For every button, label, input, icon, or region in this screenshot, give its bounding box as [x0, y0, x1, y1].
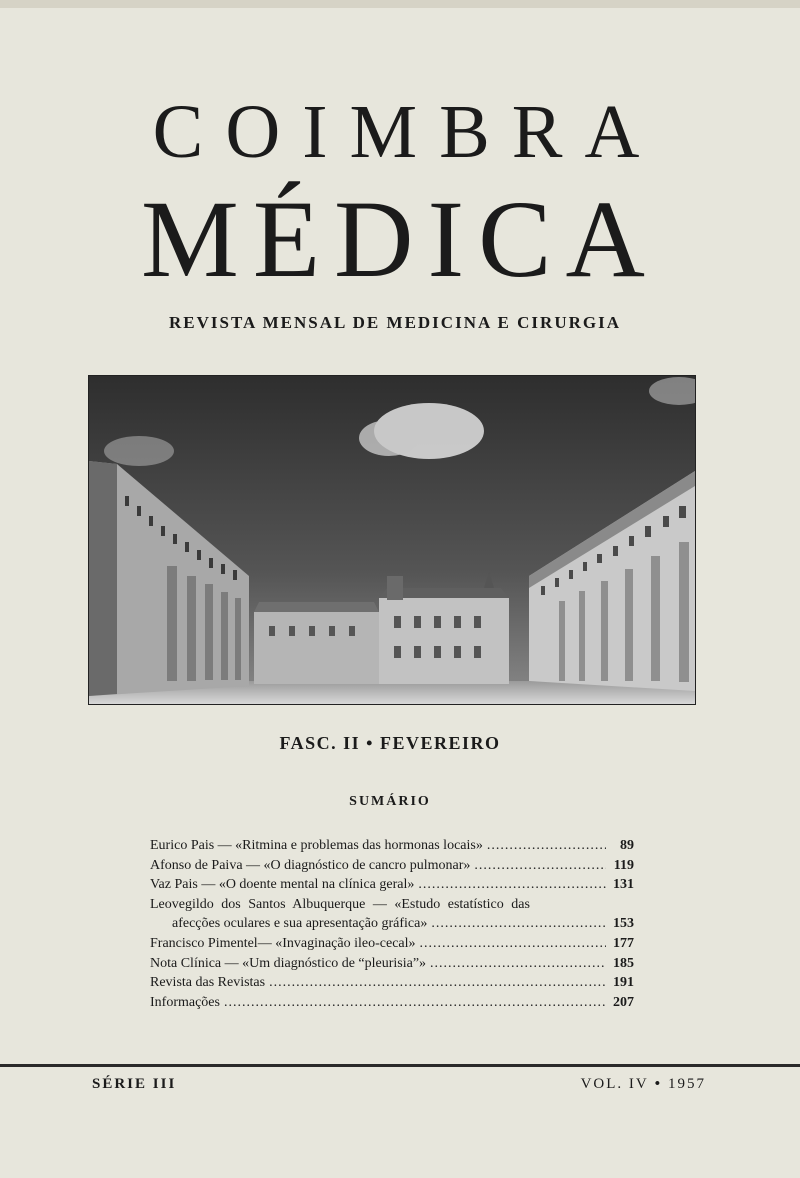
toc-entry — [150, 836, 634, 856]
summary-heading: SUMÁRIO — [349, 794, 431, 809]
toc-entry-text: Eurico Pais — «Ritmina e problemas das hormonas locais» — [150, 838, 483, 853]
toc-leader — [474, 856, 606, 876]
toc-entry-page: 119 — [613, 857, 634, 873]
toc-entry — [150, 954, 634, 974]
cover-top-edge — [0, 0, 800, 8]
toc-entry-text: Afonso de Paiva — «O diagnóstico de cancro pulmonar» — [150, 857, 471, 873]
toc-entry-page: 131 — [613, 877, 634, 893]
series-label: SÉRIE III — [92, 1076, 177, 1092]
toc-leader — [430, 954, 606, 974]
toc-leader — [420, 934, 606, 954]
separator-dot: • — [654, 1076, 662, 1092]
issue-fascicle: FASC. II • FEVEREIRO — [279, 733, 501, 753]
toc-entry-text: Francisco Pimentel— «Invaginação ileo-cecal» — [150, 935, 416, 951]
toc-entry — [150, 875, 634, 895]
university-courtyard-illustration — [89, 376, 695, 704]
toc-entry-page: 153 — [613, 916, 634, 932]
title-line-1: COIMBRA — [152, 90, 662, 174]
toc-entry — [150, 856, 634, 876]
volume-label: VOL. IV — [580, 1076, 649, 1092]
toc-leader — [269, 973, 606, 993]
toc-entry-page: 177 — [613, 935, 634, 951]
toc-entry-text: Vaz Pais — «O doente mental na clínica geral» — [150, 877, 415, 893]
footer-rule — [0, 1064, 800, 1067]
toc-entry-text: afecções oculares e sua apresentação gráfica» — [172, 916, 428, 932]
toc-entry-text: Revista das Revistas — [150, 975, 266, 991]
toc-entry-text: Nota Clínica — «Um diagnóstico de “pleurisia”» — [150, 955, 427, 971]
toc-entry — [150, 895, 634, 915]
toc-leader — [224, 993, 606, 1013]
subtitle: REVISTA MENSAL DE MEDICINA E CIRURGIA — [168, 313, 621, 332]
toc-leader — [431, 914, 606, 934]
toc-entry-page: 191 — [613, 975, 634, 991]
toc-entry — [150, 914, 634, 934]
toc-entry-page: 185 — [613, 955, 634, 971]
cover-photograph — [88, 375, 696, 705]
toc-leader — [418, 875, 606, 895]
toc-entry-page: 89 — [620, 838, 634, 853]
toc-entry-page: 207 — [613, 994, 634, 1010]
table-of-contents — [150, 836, 634, 1012]
toc-leader — [487, 836, 606, 856]
toc-entry — [150, 973, 634, 993]
toc-entry-text: Informações — [150, 994, 220, 1010]
volume-year — [581, 1076, 706, 1093]
toc-entry — [150, 993, 634, 1013]
toc-entry — [150, 934, 634, 954]
year-label: 1957 — [668, 1076, 706, 1092]
title-line-2: MÉDICA — [141, 178, 659, 300]
toc-entry-text: Leovegildo dos Santos Albuquerque — «Estudo estatístico das — [150, 896, 530, 912]
